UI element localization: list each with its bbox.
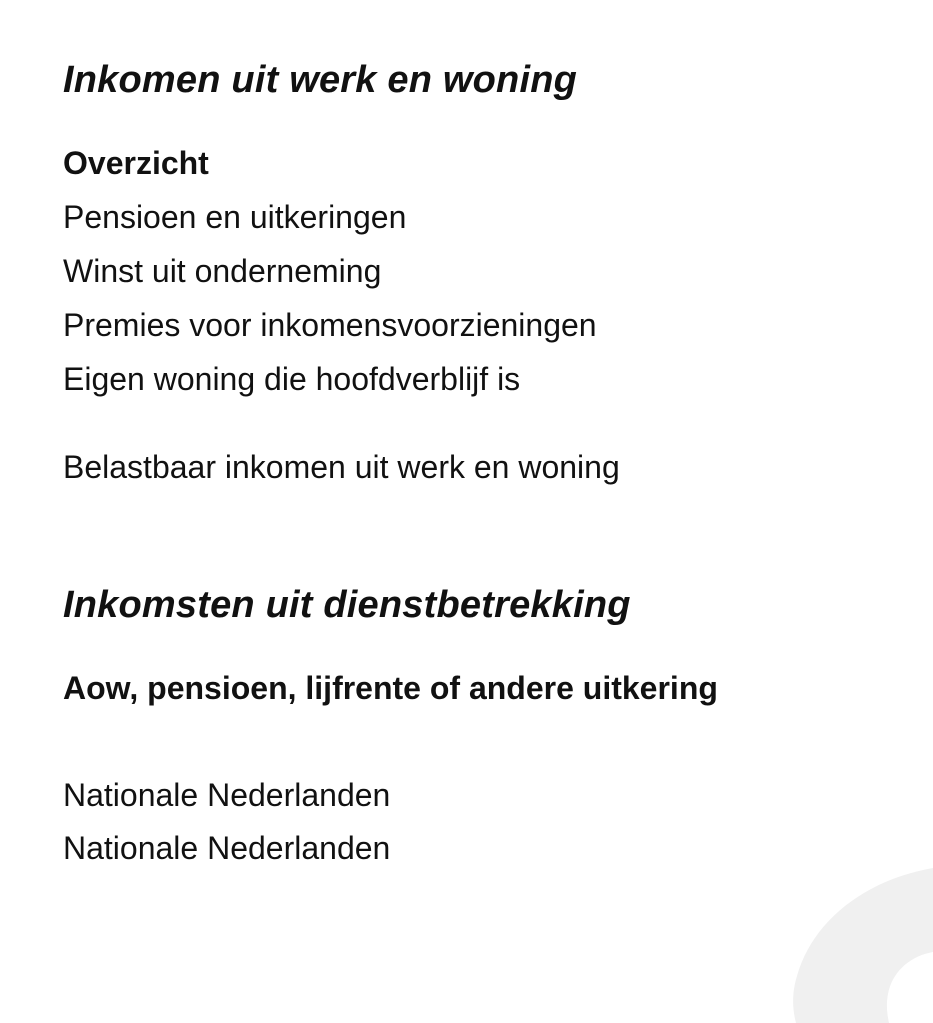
section-subtitle-uitkering: Aow, pensioen, lijfrente of andere uitkering — [63, 670, 718, 706]
payer-item: Nationale Nederlanden — [63, 830, 391, 866]
overview-item-eigen-woning: Eigen woning die hoofdverblijf is — [63, 361, 521, 397]
section-subtitle-overzicht: Overzicht — [63, 145, 209, 181]
payer-item: Nationale Nederlanden — [63, 777, 391, 813]
section-title-inkomsten-dienstbetrekking: Inkomsten uit dienstbetrekking — [63, 584, 631, 626]
total-label-belastbaar-inkomen: Belastbaar inkomen uit werk en woning — [63, 449, 620, 485]
logo-watermark-icon — [790, 868, 933, 1023]
overview-item-winst: Winst uit onderneming — [63, 253, 382, 289]
overview-item-pensioen: Pensioen en uitkeringen — [63, 199, 407, 235]
overview-item-premies: Premies voor inkomensvoorzieningen — [63, 307, 597, 343]
section-title-inkomen-werk-woning: Inkomen uit werk en woning — [63, 59, 578, 101]
